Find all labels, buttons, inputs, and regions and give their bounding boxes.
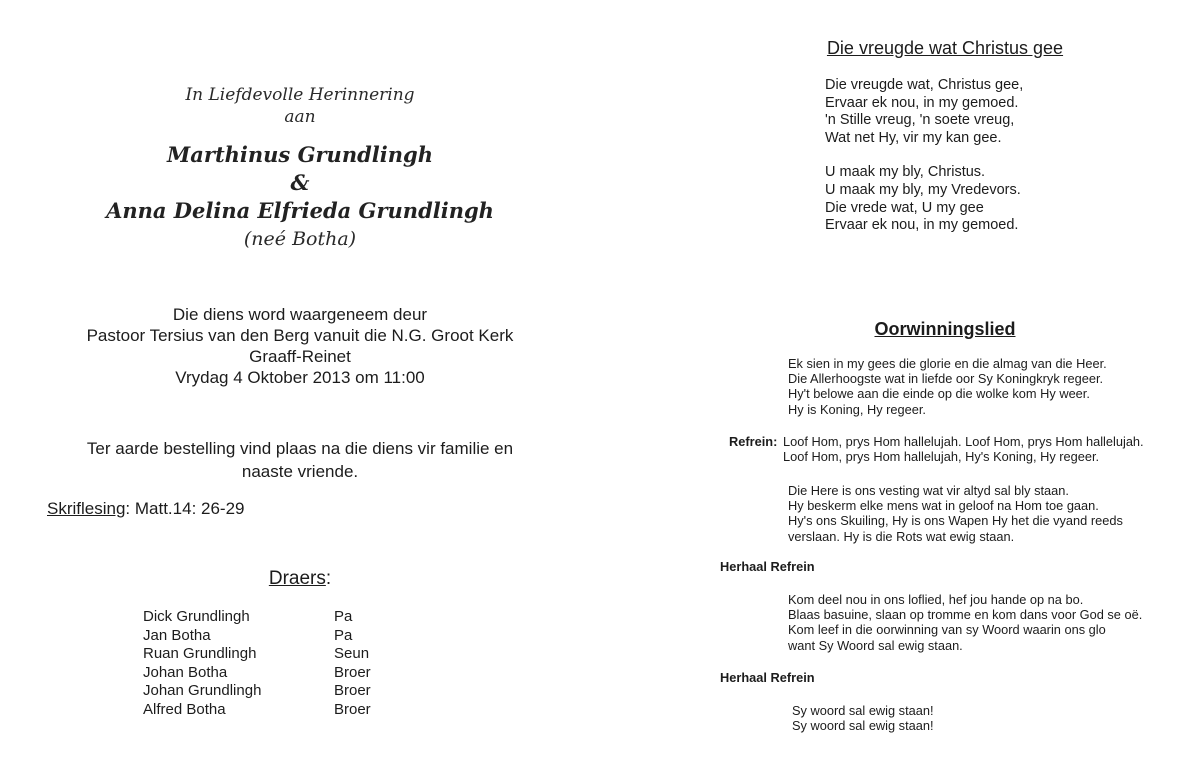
lyric-line: Die vrede wat, U my gee xyxy=(825,199,984,216)
bearer-row xyxy=(143,664,371,683)
refrain xyxy=(783,434,1144,464)
maiden-name: (neé Botha) xyxy=(243,228,357,250)
bearer-relation: Broer xyxy=(334,663,371,681)
lyric-line: Hy beskerm elke mens wat in geloof na Hom toe gaan. xyxy=(788,498,1099,514)
memorial-line: aan xyxy=(284,107,316,127)
service-line: Pastoor Tersius van den Berg vanuit die N.G. Groot Kerk xyxy=(86,326,514,345)
bearers-title: Draers xyxy=(268,568,326,589)
song1-lyrics xyxy=(825,77,1023,235)
ampersand: & xyxy=(290,170,310,195)
lyric-line: Hy't belowe aan die einde op die wolke kom Hy weer. xyxy=(788,386,1090,402)
lyric-line: want Sy Woord sal ewig staan. xyxy=(788,637,963,653)
lyric-line: Wat net Hy, vir my kan gee. xyxy=(825,129,1002,146)
deceased-name-1: Marthinus Grundlingh xyxy=(167,142,433,167)
stanza-gap xyxy=(825,147,1023,164)
bearer-name: Johan Grundlingh xyxy=(143,682,262,699)
deceased-name-2: Anna Delina Elfrieda Grundlingh xyxy=(106,198,494,223)
bearer-name: Alfred Botha xyxy=(143,700,226,718)
service-details xyxy=(40,304,560,388)
bearer-name: Jan Botha xyxy=(143,626,211,644)
song1-title: Die vreugde wat Christus gee xyxy=(826,38,1064,58)
lyric-line: U maak my bly, my Vredevors. xyxy=(825,181,1021,198)
burial-line: naaste vriende. xyxy=(241,462,359,481)
bearer-name: Dick Grundlingh xyxy=(143,608,250,625)
lyric-line: Kom deel nou in ons loflied, hef jou hande op na bo. xyxy=(788,592,1084,607)
verse-3 xyxy=(788,592,1142,653)
bearers-colon: : xyxy=(325,568,332,589)
lyric-line: Die vreugde wat, Christus gee, xyxy=(825,77,1024,93)
bearer-row xyxy=(143,645,371,664)
service-line: Vrydag 4 Oktober 2013 om 11:00 xyxy=(175,368,425,387)
lyric-line: verslaan. Hy is die Rots wat ewig staan. xyxy=(788,528,1015,544)
bearer-row xyxy=(143,701,371,720)
lyric-line: Loof Hom, prys Hom hallelujah. Loof Hom, prys Hom hallelujah. xyxy=(783,434,1144,449)
lyric-line: Blaas basuine, slaan op tromme en kom dans voor God se oë. xyxy=(788,607,1143,623)
service-line: Die diens word waargeneem deur xyxy=(172,305,428,324)
lyric-line: Die Allerhoogste wat in liefde oor Sy Koningkryk regeer. xyxy=(788,371,1104,387)
lyric-line: Kom leef in die oorwinning van sy Woord waarin ons glo xyxy=(788,622,1106,638)
bearer-relation: Pa xyxy=(334,608,353,625)
lyric-line: Hy is Koning, Hy regeer. xyxy=(788,401,926,417)
lyric-line: Loof Hom, prys Hom hallelujah, Hy's Koning, Hy regeer. xyxy=(783,449,1100,465)
bearer-name: Ruan Grundlingh xyxy=(143,645,257,662)
lyric-line: Die Here is ons vesting wat vir altyd sal bly staan. xyxy=(788,483,1069,498)
lyric-line: 'n Stille vreug, 'n soete vreug, xyxy=(825,112,1015,129)
service-line: Graaff-Reinet xyxy=(249,347,351,366)
lyric-line: Sy woord sal ewig staan! xyxy=(792,718,934,734)
scripture-reference: : Matt.14: 26-29 xyxy=(125,499,245,518)
repeat-refrain-label: Herhaal Refrein xyxy=(720,670,815,685)
repeat-refrain-label: Herhaal Refrein xyxy=(720,559,815,574)
lyric-line: Ervaar ek nou, in my gemoed. xyxy=(825,217,1019,234)
verse-2 xyxy=(788,483,1123,544)
lyric-line: Ervaar ek nou, in my gemoed. xyxy=(825,94,1019,111)
closing-lines xyxy=(792,703,934,733)
bearer-row xyxy=(143,608,371,627)
lyric-line: Hy's ons Skuiling, Hy is ons Wapen Hy het die vyand reeds xyxy=(788,513,1123,529)
bearer-relation: Pa xyxy=(334,626,353,644)
refrain-label: Refrein: xyxy=(729,434,778,449)
verse-1 xyxy=(788,356,1107,417)
bearer-relation: Broer xyxy=(334,682,371,699)
bearers-heading xyxy=(40,568,560,590)
scripture-reading xyxy=(47,498,245,520)
bearer-row xyxy=(143,627,371,646)
memorial-heading xyxy=(40,84,560,128)
bearers-list xyxy=(143,608,371,719)
lyric-line: Sy woord sal ewig staan! xyxy=(792,703,934,718)
bearer-relation: Broer xyxy=(334,700,371,718)
memorial-line: In Liefdevolle Herinnering xyxy=(185,85,415,105)
lyric-line: U maak my bly, Christus. xyxy=(825,164,986,181)
burial-line: Ter aarde bestelling vind plaas na die diens vir familie en xyxy=(86,439,514,458)
song2-title: Oorwinningslied xyxy=(874,319,1016,339)
bearer-row xyxy=(143,682,371,701)
lyric-line: Ek sien in my gees die glorie en die almag van die Heer. xyxy=(788,356,1107,371)
scripture-label: Skriflesing xyxy=(47,499,126,518)
bearer-relation: Seun xyxy=(334,645,370,662)
burial-notice xyxy=(40,437,560,483)
bearer-name: Johan Botha xyxy=(143,663,228,681)
